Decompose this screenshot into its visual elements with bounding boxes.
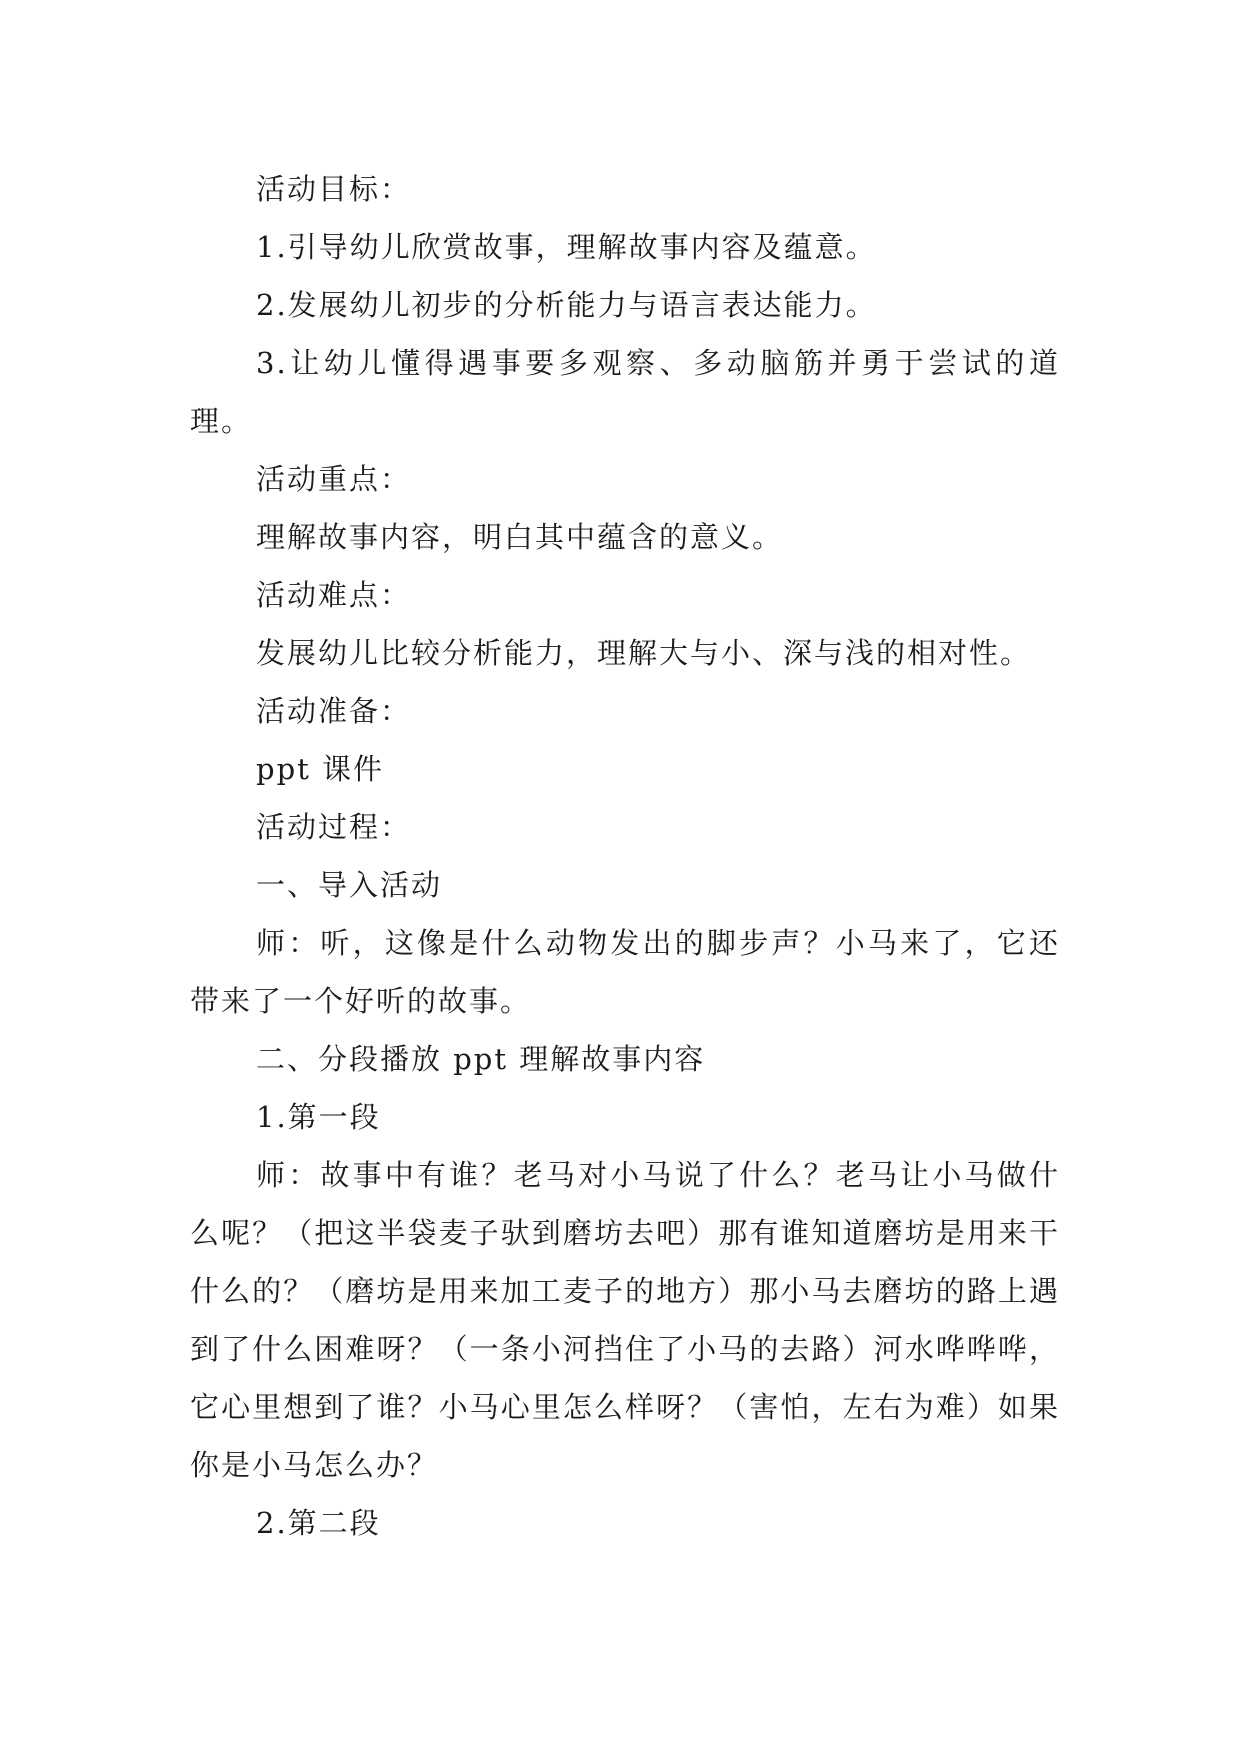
segment-1-text: 师：故事中有谁？老马对小马说了什么？老马让小马做什么呢？（把这半袋麦子驮到磨坊去吧）那有谁知道磨坊是用来干什么的？（磨坊是用来加工麦子的地方）那小马去磨坊的路上遇到了什么困难呀？（一条小河挡住了小马的去路）河水哗哗哗，它心里想到了谁？小马心里怎么样呀？（害怕，左右为难）如果你是小马怎么办？ xyxy=(190,1158,1060,1482)
document-body xyxy=(190,160,1060,1552)
heading-activity-goals: 活动目标： xyxy=(256,172,412,206)
goal-item-2: 2.发展幼儿初步的分析能力与语言表达能力。 xyxy=(256,288,877,322)
heading-key-points: 活动重点： xyxy=(256,462,412,496)
segment-2-heading: 2.第二段 xyxy=(256,1506,381,1540)
process-section-2: 二、分段播放 ppt 理解故事内容 xyxy=(256,1042,706,1076)
goal-item-1: 1.引导幼儿欣赏故事，理解故事内容及蕴意。 xyxy=(256,230,877,264)
heading-preparation: 活动准备： xyxy=(256,694,412,728)
key-points-text: 理解故事内容，明白其中蕴含的意义。 xyxy=(256,520,784,554)
process-section-1: 一、导入活动 xyxy=(256,868,443,902)
heading-difficulties: 活动难点： xyxy=(256,578,412,612)
goal-item-3: 3.让幼儿懂得遇事要多观察、多动脑筋并勇于尝试的道理。 xyxy=(190,346,1060,438)
heading-process: 活动过程： xyxy=(256,810,412,844)
preparation-text: ppt 课件 xyxy=(256,752,385,786)
difficulties-text: 发展幼儿比较分析能力，理解大与小、深与浅的相对性。 xyxy=(256,636,1032,670)
process-section-1-text: 师：听，这像是什么动物发出的脚步声？小马来了，它还带来了一个好听的故事。 xyxy=(190,926,1060,1018)
segment-1-heading: 1.第一段 xyxy=(256,1100,381,1134)
